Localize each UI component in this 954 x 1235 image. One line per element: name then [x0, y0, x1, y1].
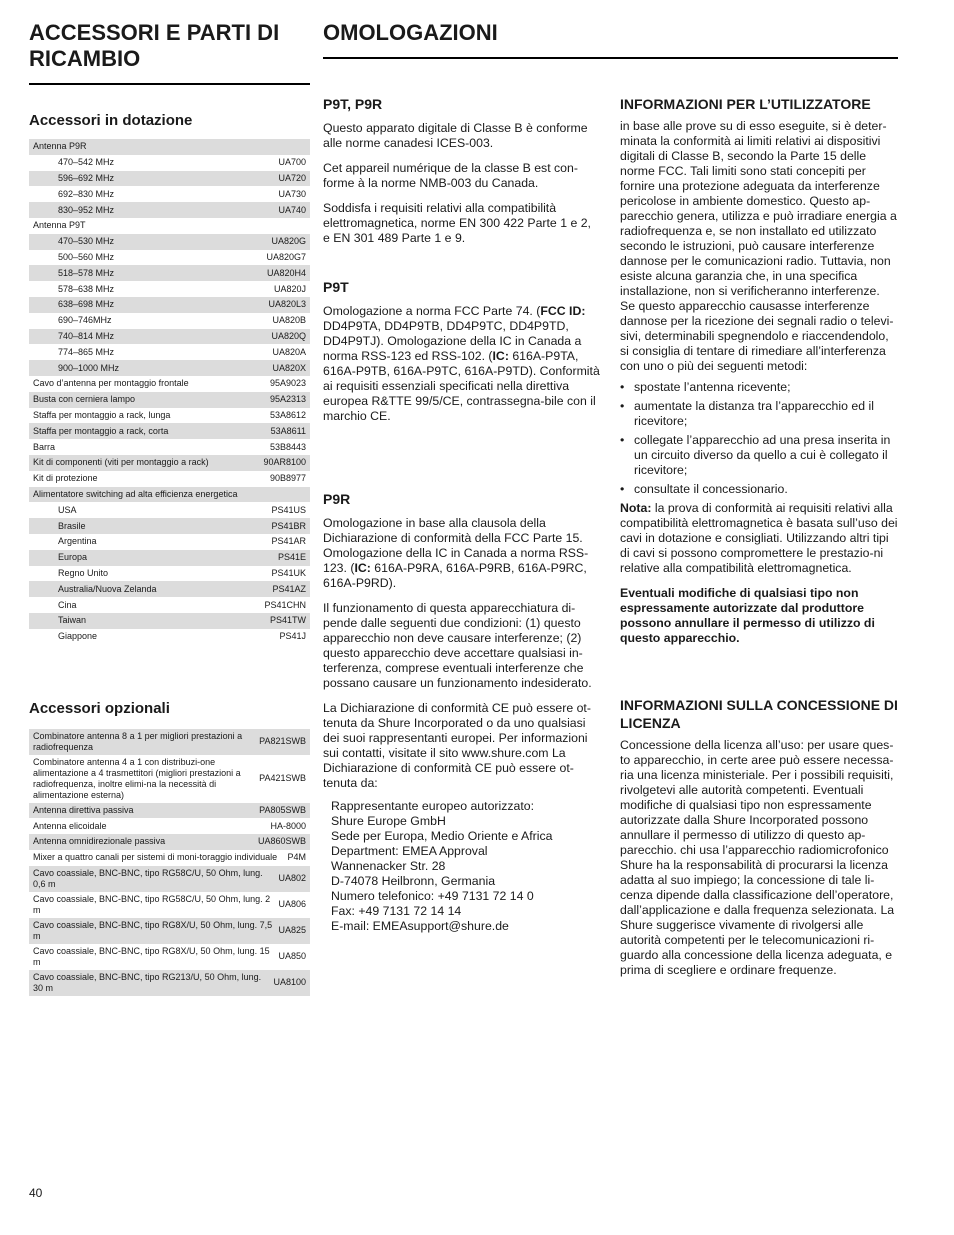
- row-value: UA820B: [272, 315, 306, 326]
- row-value: P4M: [287, 852, 306, 863]
- table-row: [29, 360, 310, 376]
- row-value: UA720: [278, 172, 306, 183]
- accessori-opzionali-heading: Accessori opzionali: [29, 699, 170, 717]
- table-row: [29, 218, 310, 234]
- row-label: Australia/Nuova Zelanda: [58, 583, 157, 594]
- row-value: 53A8611: [270, 425, 306, 436]
- row-label: USA: [58, 504, 77, 515]
- row-value: PS41US: [271, 504, 306, 515]
- table-row: [29, 202, 310, 218]
- accessori-opzionali-table: [29, 729, 310, 996]
- row-label: 740–814 MHz: [58, 330, 115, 341]
- table-row: [29, 613, 310, 629]
- row-value: PA421SWB: [259, 773, 306, 783]
- row-value: PS41BR: [271, 520, 306, 531]
- table-row: [29, 186, 310, 202]
- p9t-text-b: DD4P9TA, DD4P9TB, DD4P9TC, DD4P9TD, DD4P9TJ). Omologazione della IC in Canada a norma RSS-123 ed RSS-102. (: [323, 319, 582, 363]
- p9t-p9r-para-1: Questo apparato digitale di Classe B è conforme alle norme canadesi ICES-003.: [323, 121, 588, 150]
- table-row: [29, 834, 310, 850]
- row-label: Kit di componenti (viti per montaggio a rack): [33, 457, 209, 468]
- row-label: Cavo coassiale, BNC-BNC, tipo RG58C/U, 50 Ohm, lung. 0,6 m: [33, 867, 263, 889]
- row-value: HA-8000: [270, 820, 306, 831]
- row-value: PS41AZ: [272, 583, 306, 594]
- row-label: Regno Unito: [58, 567, 109, 578]
- row-value: UA740: [278, 204, 306, 215]
- info-utente-warning: Eventuali modifiche di qualsiasi tipo non espressamente autorizzate dal produttore possono annullare il permesso di utilizzo di questo apparecchio.: [620, 586, 875, 645]
- table-row: [29, 566, 310, 582]
- row-value: UA820Q: [271, 330, 306, 341]
- row-label: Europa: [58, 552, 88, 563]
- row-value: UA820A: [272, 346, 306, 357]
- row-label: 596–692 MHz: [58, 172, 115, 183]
- table-row: [29, 850, 310, 866]
- row-value: UA820X: [272, 362, 306, 373]
- p9r-text-a: Omologazione in base alla clausola della Dichiarazione di conformità della FCC Parte 15. Omologazione della IC in Canada a norma RSS-123. (: [323, 516, 589, 575]
- table-row: [29, 944, 310, 970]
- p9r-text-b: 616A-P9RA, 616A-P9RB, 616A-P9RC, 616A-P9RD).: [323, 561, 587, 590]
- table-row: [29, 408, 310, 424]
- left-page-title: ACCESSORI E PARTI DI RICAMBIO: [29, 20, 280, 71]
- table-row: [29, 439, 310, 455]
- p9r-para-3: La Dichiarazione di conformità CE può essere ot-tenuta da Shure Incorporated o da uno qualsiasi dei suoi rappresentanti europei. Per informazioni sui contatti, visitate il sito www.shure.com La Dichiarazione di conformità CE può essere ot-tenuta da:: [323, 701, 591, 790]
- info-licenza-para: Concessione della licenza all’uso: per usare ques-to apparecchio, in certe aree può essere necessa-ria una licenza ministeriale. Per i possibili requisiti, rivolgetevi alle autorità competenti. Eventuali modifiche di qualsiasi tipo non espressamente autorizzate dalla Shure Incorporated possono annullare il permesso di utilizzo di questo ap-parecchio. chi usa l’apparecchio radiomicrofonico Shure ha la responsabilità di procurarsi la licenza adatta al suo impiego; la concessione di tale li-cenza dipende dalla classificazione dell’operatore, dall’applicazione e dalla frequenza selezionata. La Shure suggerisce vivamente di rivolgersi alle autorità competenti per le telecomunicazioni ri-guardo alla concessione della licenza adeguata, e prima di scegliere e ordinare frequenze.: [620, 738, 895, 977]
- row-label: Antenna P9R: [33, 141, 87, 152]
- right-title-rule: [323, 57, 898, 59]
- row-label: Antenna direttiva passiva: [33, 804, 134, 815]
- table-row: [29, 455, 310, 471]
- row-label: Cavo coassiale, BNC-BNC, tipo RG58C/U, 50 Ohm, lung. 2 m: [33, 893, 271, 915]
- table-row: [29, 629, 310, 645]
- row-value: UA820G: [271, 236, 306, 247]
- row-label: 470–530 MHz: [58, 236, 115, 247]
- note-text: la prova di conformità ai requisiti relativi alla compatibilità elettromagnetica è basata sull’uso dei cavi in dotazione e consigliati. Utilizzando altri tipi di cavi si possono compromettere le prestazio-ni relative alla compatibilità elettromagnetica.: [620, 501, 898, 575]
- info-licenza-heading: INFORMAZIONI SULLA CONCESSIONE DI LICENZA: [620, 697, 898, 731]
- table-row: [29, 234, 310, 250]
- row-label: Staffa per montaggio a rack, corta: [33, 425, 169, 436]
- row-label: Cavo coassiale, BNC-BNC, tipo RG8X/U, 50 Ohm, lung. 15 m: [33, 945, 270, 967]
- p9t-ic-label: IC:: [492, 349, 509, 363]
- row-label: 638–698 MHz: [58, 299, 115, 310]
- address-line: D-74078 Heilbronn, Germania: [331, 874, 496, 888]
- row-label: Antenna elicoidale: [33, 820, 107, 831]
- row-label: Barra: [33, 441, 56, 452]
- row-label: 830–952 MHz: [58, 204, 115, 215]
- row-label: 578–638 MHz: [58, 283, 115, 294]
- table-row: [29, 892, 310, 918]
- row-value: UA820L3: [268, 299, 306, 310]
- page-number: 40: [29, 1186, 43, 1200]
- row-value: 90AR8100: [263, 457, 306, 468]
- p9t-fcc-label: FCC ID:: [540, 304, 586, 318]
- row-label: 774–865 MHz: [58, 346, 115, 357]
- row-label: Busta con cerniera lampo: [33, 394, 136, 405]
- table-row: [29, 502, 310, 518]
- row-label: Cavo coassiale, BNC-BNC, tipo RG213/U, 50 Ohm, lung. 30 m: [33, 971, 262, 993]
- info-utente-note: [620, 501, 898, 576]
- row-value: 95A9023: [269, 378, 306, 389]
- accessori-dotazione-heading: Accessori in dotazione: [29, 112, 193, 129]
- address-line: E-mail: EMEAsupport@shure.de: [331, 919, 509, 933]
- table-row: [29, 155, 310, 171]
- info-utente-bullets: [620, 380, 898, 497]
- table-row: [29, 344, 310, 360]
- p9t-text-a: Omologazione a norma FCC Parte 74. (: [323, 304, 541, 318]
- accessori-dotazione-table: [29, 139, 310, 645]
- p9t-heading: P9T: [323, 279, 349, 295]
- info-utente-para: in base alle prove su di esso eseguite, si è deter-minata la conformità ai limiti relativi ai dispositivi digitali di Classe B, secondo la Parte 15 delle norme FCC. Tali limiti sono stati concepiti per fornire una protezione adeguata da interferenze pericolose in ambiente domestico. Questo ap-parecchio genera, utilizza e può irradiare energia a radiofrequenza e, se non installato ed utilizzato secondo le istruzioni, può causare interferenze dannose per le comunicazioni radio. Tuttavia, non esiste alcuna garanzia che, in una specifica installazione, non si verificheranno interferenze. Se questo apparecchio causasse interferenze dannose per la ricezione dei segnali radio o televi-sivi, determinabili spegnendolo e riaccendendolo, si consiglia di tentare di rimediare all’interferenza con uno o più dei seguenti metodi:: [620, 119, 897, 373]
- row-label: Brasile: [58, 520, 86, 531]
- p9r-heading: P9R: [323, 491, 351, 507]
- row-label: Staffa per montaggio a rack, lunga: [33, 409, 171, 420]
- row-value: UA8100: [273, 977, 306, 988]
- row-label: 690–746MHz: [58, 315, 112, 326]
- row-label: 692–830 MHz: [58, 188, 115, 199]
- address-line: Department: EMEA Approval: [331, 844, 488, 858]
- row-value: UA850: [278, 951, 306, 962]
- table-row: [29, 970, 310, 996]
- p9r-para-1: [323, 516, 601, 591]
- row-label: Kit di protezione: [33, 473, 98, 484]
- row-value: 53B8443: [269, 441, 306, 452]
- row-value: PS41AR: [271, 536, 306, 547]
- table-row: [29, 866, 310, 892]
- left-column: [29, 20, 310, 996]
- right-header: [323, 20, 898, 59]
- table-row: [29, 803, 310, 819]
- row-label: Argentina: [58, 536, 97, 547]
- row-value: PS41UK: [271, 567, 306, 578]
- row-value: UA700: [278, 157, 306, 168]
- table-row: [29, 487, 310, 503]
- bullet-item: • spostate l’antenna ricevente;: [620, 380, 898, 395]
- row-value: UA820J: [273, 283, 306, 294]
- row-value: UA820H4: [266, 267, 306, 278]
- row-label: Mixer a quattro canali per sistemi di moni-toraggio individuale: [33, 852, 278, 863]
- row-label: 518–578 MHz: [58, 267, 115, 278]
- row-value: 53A8612: [269, 409, 306, 420]
- table-row: [29, 471, 310, 487]
- row-label: 470–542 MHz: [58, 157, 115, 168]
- left-title-rule: [29, 83, 310, 85]
- p9r-para-2: Il funzionamento di questa apparecchiatura di-pende dalle seguenti due condizioni: (1) questo apparecchio non deve causare interferenze; (2) questo apparecchio deve accettare qualsiasi in-terferenza, comprese eventuali interferenze che possano causare un funzionamento indesiderato.: [323, 601, 592, 690]
- table-row: [29, 265, 310, 281]
- bullet-item: • aumentate la distanza tra l’apparecchio ed il ricevitore;: [620, 399, 898, 429]
- bullet-item: • consultate il concessionario.: [620, 482, 898, 497]
- note-label: Nota:: [620, 501, 652, 515]
- address-line: Sede per Europa, Medio Oriente e Africa: [331, 829, 553, 843]
- table-row: [29, 534, 310, 550]
- p9r-ic-label: IC:: [354, 561, 371, 575]
- row-label: Combinatore antenna 8 a 1 per migliori prestazioni a radiofrequenza: [33, 730, 243, 752]
- row-value: PS41E: [277, 552, 306, 563]
- table-row: [29, 581, 310, 597]
- middle-column: [323, 95, 601, 934]
- address-line: Wannenacker Str. 28: [331, 859, 446, 873]
- row-value: PS41TW: [269, 615, 306, 626]
- address-block: [323, 799, 601, 934]
- row-value: 90B8977: [269, 473, 306, 484]
- row-value: PA805SWB: [259, 804, 306, 815]
- row-label: 500–560 MHz: [58, 251, 115, 262]
- table-row: [29, 376, 310, 392]
- row-value: UA806: [278, 899, 306, 910]
- row-label: Giappone: [58, 631, 98, 642]
- row-value: PS41CHN: [264, 599, 306, 610]
- right-column: [620, 95, 898, 978]
- table-row: [29, 518, 310, 534]
- table-row: [29, 755, 310, 803]
- table-row: [29, 281, 310, 297]
- row-label: Cavo d’antenna per montaggio frontale: [33, 378, 189, 389]
- row-label: Antenna P9T: [33, 220, 86, 231]
- row-value: 95A2313: [269, 394, 306, 405]
- p9t-p9r-para-2: Cet appareil numérique de la classe B est con-forme à la norme NMB-003 du Canada.: [323, 161, 578, 190]
- row-label: 900–1000 MHz: [58, 362, 120, 373]
- p9t-p9r-para-3: Soddisfa i requisiti relativi alla compatibilità elettromagnetica, norme EN 300 422 Parte 1 e 2, e EN 301 489 Parte 1 e 9.: [323, 201, 591, 245]
- row-value: UA825: [278, 925, 306, 936]
- bullet-item: • collegate l’apparecchio ad una presa inserita in un circuito diverso da quello a cui è collegato il ricevitore;: [620, 433, 898, 478]
- row-value: PS41J: [279, 631, 306, 642]
- table-row: [29, 329, 310, 345]
- row-value: UA730: [278, 188, 306, 199]
- row-value: UA802: [278, 873, 306, 884]
- address-line: Fax: +49 7131 72 14 14: [331, 904, 462, 918]
- address-line: Numero telefonico: +49 7131 72 14 0: [331, 889, 534, 903]
- table-row: [29, 818, 310, 834]
- row-value: UA820G7: [266, 251, 306, 262]
- right-page-title: OMOLOGAZIONI: [323, 20, 498, 45]
- table-row: [29, 297, 310, 313]
- row-value: PA821SWB: [259, 736, 306, 746]
- row-value: UA860SWB: [257, 836, 306, 847]
- row-label: Cina: [58, 599, 77, 610]
- table-row: [29, 918, 310, 944]
- table-row: [29, 171, 310, 187]
- info-utente-heading: INFORMAZIONI PER L’UTILIZZATORE: [620, 96, 871, 112]
- table-row: [29, 139, 310, 155]
- table-row: [29, 313, 310, 329]
- row-label: Combinatore antenna 4 a 1 con distribuzi-one alimentazione a 4 trasmettitori (migliori prestazioni a radiofrequenza, inoltre elimi-na la necessità di alimentazione esterna): [33, 756, 241, 800]
- address-line: Shure Europe GmbH: [331, 814, 446, 828]
- table-row: [29, 423, 310, 439]
- table-row: [29, 597, 310, 613]
- address-line: Rappresentante europeo autorizzato:: [331, 799, 535, 813]
- table-row: [29, 250, 310, 266]
- row-label: Cavo coassiale, BNC-BNC, tipo RG8X/U, 50 Ohm, lung. 7,5 m: [33, 919, 273, 941]
- p9t-p9r-heading: P9T, P9R: [323, 96, 383, 112]
- row-label: Taiwan: [58, 615, 87, 626]
- row-label: Antenna omnidirezionale passiva: [33, 836, 166, 847]
- table-row: [29, 550, 310, 566]
- table-row: [29, 392, 310, 408]
- p9t-text-c: 616A-P9TA, 616A-P9TB, 616A-P9TC, 616A-P9TD). Conformità ai requisiti essenziali specificati nella direttiva europea R&TTE 99/5/CE, contrassegna-bile con il marchio CE.: [323, 349, 600, 423]
- p9t-para: [323, 304, 601, 424]
- row-label: Alimentatore switching ad alta efficienza energetica: [33, 488, 238, 499]
- table-row: [29, 729, 310, 755]
